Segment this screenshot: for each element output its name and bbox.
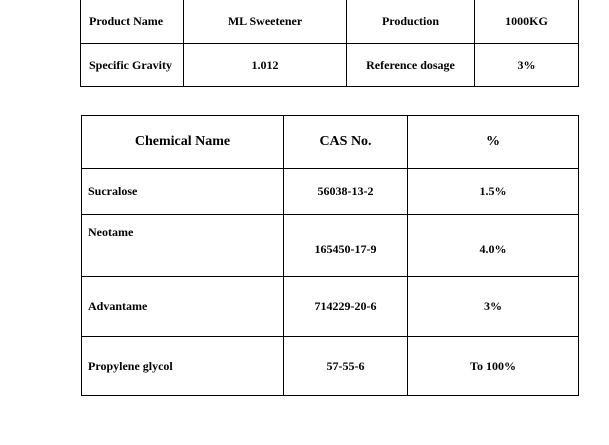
percent-value: 3% — [408, 277, 579, 337]
table-row — [82, 337, 579, 396]
info-row-product — [81, 0, 579, 44]
table-row — [82, 169, 579, 215]
specific-gravity-value: 1.012 — [184, 44, 347, 87]
chemical-name: Advantame — [82, 277, 284, 337]
info-row-gravity — [81, 44, 579, 87]
header-chemical-name: Chemical Name — [82, 116, 284, 169]
production-label: Production — [347, 0, 475, 44]
production-value: 1000KG — [475, 0, 579, 44]
percent-value: To 100% — [408, 337, 579, 396]
header-percent: % — [408, 116, 579, 169]
cas-number: 165450-17-9 — [284, 215, 408, 277]
specific-gravity-label: Specific Gravity — [81, 44, 184, 87]
cas-number: 56038-13-2 — [284, 169, 408, 215]
product-name-label: Product Name — [81, 0, 184, 44]
percent-value: 4.0% — [408, 215, 579, 277]
table-row — [82, 277, 579, 337]
product-info-table — [80, 0, 579, 87]
composition-table — [81, 115, 579, 396]
reference-dosage-label: Reference dosage — [347, 44, 475, 87]
chemical-name: Propylene glycol — [82, 337, 284, 396]
cas-number: 714229-20-6 — [284, 277, 408, 337]
table-row — [82, 215, 579, 277]
percent-value: 1.5% — [408, 169, 579, 215]
chemical-name: Neotame — [82, 215, 284, 277]
header-cas-no: CAS No. — [284, 116, 408, 169]
chemical-name: Sucralose — [82, 169, 284, 215]
cas-number: 57-55-6 — [284, 337, 408, 396]
product-name-value: ML Sweetener — [184, 0, 347, 44]
reference-dosage-value: 3% — [475, 44, 579, 87]
composition-header-row — [82, 116, 579, 169]
